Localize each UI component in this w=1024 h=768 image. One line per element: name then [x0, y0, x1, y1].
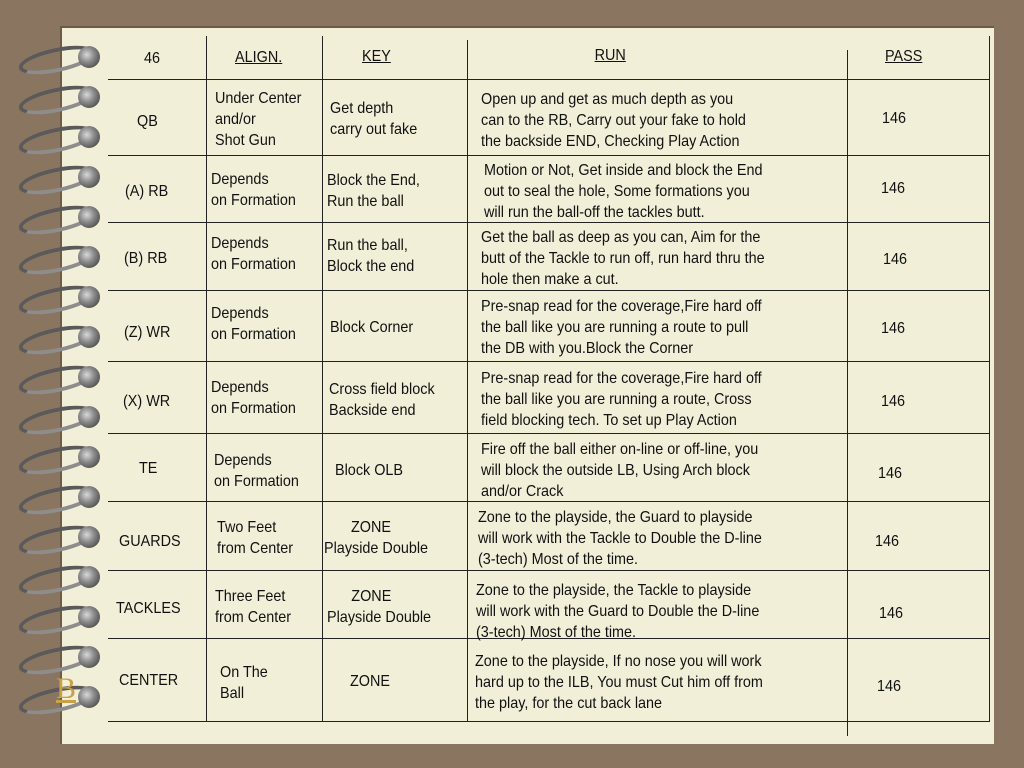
column-divider	[847, 50, 848, 736]
run-cell	[481, 368, 762, 431]
run-cell	[481, 296, 762, 359]
align-cell	[215, 586, 291, 628]
align-line: on Formation	[211, 256, 296, 273]
position-cell: CENTER	[119, 672, 179, 689]
run-line: will block the outside LB, Using Arch block	[481, 462, 750, 479]
run-cell	[484, 160, 763, 223]
spiral-ring	[18, 202, 104, 232]
column-divider	[989, 36, 990, 721]
header-number: 46	[144, 50, 161, 67]
position-cell: QB	[137, 113, 158, 130]
run-line: Zone to the playside, If no nose you will work	[475, 653, 762, 670]
key-cell	[327, 586, 431, 628]
align-line: Depends	[211, 235, 269, 252]
align-line: Depends	[211, 171, 269, 188]
run-line: Pre-snap read for the coverage,Fire hard off	[481, 298, 762, 315]
align-line: Ball	[220, 685, 245, 702]
run-cell	[478, 507, 762, 570]
run-line: butt of the Tackle to run off, run hard thru the	[481, 250, 765, 267]
align-line: from Center	[217, 540, 294, 557]
align-line: on Formation	[211, 192, 296, 209]
align-cell	[217, 517, 293, 559]
key-line: Block Corner	[330, 319, 414, 336]
align-line: Depends	[211, 379, 269, 396]
run-cell	[476, 580, 759, 643]
run-line: the DB with you.Block the Corner	[481, 340, 694, 357]
run-line: the ball like you are running a route, Cross	[481, 391, 752, 408]
align-cell	[211, 303, 296, 345]
pass-cell: 146	[882, 110, 907, 127]
align-line: on Formation	[211, 326, 296, 343]
position-cell: (X) WR	[123, 393, 171, 410]
run-line: can to the RB, Carry out your fake to hold	[481, 112, 746, 129]
key-cell	[335, 460, 403, 481]
spiral-ring	[18, 122, 104, 152]
key-line: Playside Double	[327, 609, 432, 626]
spiral-ring	[18, 642, 104, 672]
key-line: ZONE	[350, 673, 391, 690]
spiral-ring	[18, 602, 104, 632]
run-line: hole then make a cut.	[481, 271, 619, 288]
key-cell	[327, 235, 414, 277]
pass-cell: 146	[878, 465, 903, 482]
column-divider	[322, 36, 323, 721]
row-divider	[108, 155, 990, 156]
pass-cell: 146	[875, 533, 900, 550]
align-line: on Formation	[214, 473, 299, 490]
header-align: ALIGN.	[235, 49, 283, 66]
run-line: will work with the Guard to Double the D-line	[476, 603, 760, 620]
column-divider	[467, 40, 468, 721]
spiral-ring	[18, 362, 104, 392]
header-key: KEY	[362, 48, 391, 65]
key-line: Backside end	[329, 402, 416, 419]
position-cell: TACKLES	[116, 600, 181, 617]
key-line: Block the End,	[327, 172, 420, 189]
pass-cell: 146	[881, 180, 906, 197]
align-line: from Center	[215, 609, 292, 626]
align-line: Two Feet	[217, 519, 277, 536]
spiral-ring	[18, 402, 104, 432]
align-cell	[211, 377, 296, 419]
spiral-ring	[18, 82, 104, 112]
align-cell	[214, 450, 299, 492]
run-line: hard up to the ILB, You must Cut him off from	[475, 674, 763, 691]
run-cell	[481, 227, 765, 290]
pass-cell: 146	[881, 320, 906, 337]
row-divider	[108, 433, 990, 434]
align-cell	[220, 662, 268, 704]
run-line: the ball like you are running a route to pull	[481, 319, 749, 336]
key-cell	[327, 170, 420, 212]
row-divider	[108, 79, 990, 80]
pass-cell: 146	[877, 678, 902, 695]
key-cell	[330, 317, 413, 338]
key-line: Get depth	[330, 100, 394, 117]
pass-cell: 146	[883, 251, 908, 268]
spiral-ring	[18, 482, 104, 512]
run-line: Fire off the ball either on-line or off-line, you	[481, 441, 759, 458]
margin-letter: B	[56, 672, 77, 705]
position-cell: (B) RB	[124, 250, 168, 267]
key-line: Run the ball,	[327, 237, 408, 254]
align-line: Shot Gun	[215, 132, 276, 149]
key-line: carry out fake	[330, 121, 418, 138]
row-divider	[108, 721, 990, 722]
key-line: Cross field block	[329, 381, 435, 398]
run-cell	[481, 439, 758, 502]
spiral-ring	[18, 562, 104, 592]
run-line: Zone to the playside, the Tackle to playside	[476, 582, 752, 599]
key-line: ZONE	[351, 588, 392, 605]
key-cell	[329, 379, 435, 421]
align-line: On The	[220, 664, 268, 681]
run-line: Motion or Not, Get inside and block the End	[484, 162, 763, 179]
align-line: Depends	[211, 305, 269, 322]
spiral-ring	[18, 42, 104, 72]
position-cell: (Z) WR	[124, 324, 171, 341]
align-line: on Formation	[211, 400, 296, 417]
run-line: the backside END, Checking Play Action	[481, 133, 740, 150]
spiral-ring	[18, 162, 104, 192]
run-line: Open up and get as much depth as you	[481, 91, 734, 108]
spiral-ring	[18, 242, 104, 272]
position-cell: (A) RB	[125, 183, 169, 200]
header-pass: PASS	[885, 48, 923, 65]
align-line: and/or	[215, 111, 256, 128]
align-cell	[215, 88, 301, 151]
header-run: RUN	[594, 47, 626, 64]
align-line: Under Center	[215, 90, 302, 107]
spiral-ring	[18, 282, 104, 312]
run-cell	[481, 89, 746, 152]
align-line: Three Feet	[215, 588, 286, 605]
run-line: Zone to the playside, the Guard to playside	[478, 509, 753, 526]
spiral-ring	[18, 442, 104, 472]
position-cell: GUARDS	[119, 533, 181, 550]
row-divider	[108, 361, 990, 362]
run-line: Pre-snap read for the coverage,Fire hard off	[481, 370, 762, 387]
run-line: and/or Crack	[481, 483, 564, 500]
key-line: Run the ball	[327, 193, 404, 210]
row-divider	[108, 570, 990, 571]
key-line: ZONE	[351, 519, 392, 536]
run-line: will run the ball-off the tackles butt.	[484, 204, 705, 221]
align-cell	[211, 169, 296, 211]
run-line: out to seal the hole, Some formations you	[484, 183, 750, 200]
run-line: (3-tech) Most of the time.	[476, 624, 637, 641]
align-cell	[211, 233, 296, 275]
key-line: Playside Double	[324, 540, 429, 557]
run-line: field blocking tech. To set up Play Action	[481, 412, 737, 429]
key-cell	[330, 98, 417, 140]
pass-cell: 146	[879, 605, 904, 622]
column-divider	[206, 36, 207, 721]
key-line: Block OLB	[335, 462, 404, 479]
spiral-ring	[18, 322, 104, 352]
key-cell	[324, 517, 428, 559]
pass-cell: 146	[881, 393, 906, 410]
run-line: will work with the Tackle to Double the D-line	[478, 530, 762, 547]
key-cell	[350, 671, 390, 692]
align-line: Depends	[214, 452, 272, 469]
run-line: (3-tech) Most of the time.	[478, 551, 639, 568]
key-line: Block the end	[327, 258, 415, 275]
spiral-ring	[18, 522, 104, 552]
run-cell	[475, 651, 763, 714]
run-line: Get the ball as deep as you can, Aim for the	[481, 229, 761, 246]
run-line: the play, for the cut back lane	[475, 695, 663, 712]
position-cell: TE	[139, 460, 158, 477]
row-divider	[108, 290, 990, 291]
